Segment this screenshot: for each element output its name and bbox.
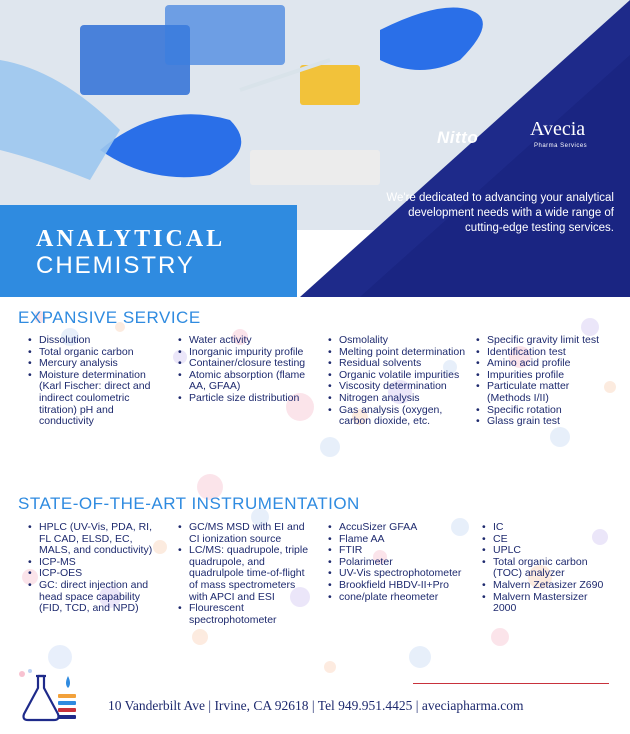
list-item: • Melting point determination <box>326 347 466 359</box>
list-item: • Osmolality <box>326 335 466 347</box>
aveccia-logo-subtitle: Pharma Services <box>534 143 588 149</box>
instrumentation-column-3 <box>326 522 466 603</box>
list-item: • Amino acid profile <box>474 358 614 370</box>
list-item: • Residual solvents <box>326 358 466 370</box>
list-item: • Inorganic impurity profile <box>176 347 316 359</box>
list-item: • UPLC <box>480 545 610 557</box>
list-item: • Flame AA <box>326 534 466 546</box>
list-item: • Mercury analysis <box>26 358 166 370</box>
list-item: • cone/plate rheometer <box>326 592 466 604</box>
instrumentation-column-1 <box>26 522 166 615</box>
flask-icon <box>14 668 84 724</box>
list-item: • HPLC (UV-Vis, PDA, RI, FL CAD, ELSD, EC, MALS, and conductivity) <box>26 522 166 557</box>
list-item: • Organic volatile impurities <box>326 370 466 382</box>
list-item: • Impurities profile <box>474 370 614 382</box>
list-item: • Specific gravity limit test <box>474 335 614 347</box>
page-title-line2: CHEMISTRY <box>36 252 195 279</box>
list-item: • Dissolution <box>26 335 166 347</box>
list-item: • Atomic absorption (flame AA, GFAA) <box>176 370 316 393</box>
list-item: • Gas analysis (oxygen, carbon dioxide, etc. <box>326 405 466 428</box>
list-item: • IC <box>480 522 610 534</box>
list-item: • ICP-MS <box>26 557 166 569</box>
expansive-column-1 <box>26 335 166 428</box>
list-item: • Water activity <box>176 335 316 347</box>
footer-divider <box>413 683 609 684</box>
list-item: • AccuSizer GFAA <box>326 522 466 534</box>
list-item: • Specific rotation <box>474 405 614 417</box>
list-item: • Total organic carbon <box>26 347 166 359</box>
list-item: • Identification test <box>474 347 614 359</box>
expansive-column-3 <box>326 335 466 428</box>
list-item: • Malvern Zetasizer Z690 <box>480 580 610 592</box>
instrumentation-column-2 <box>176 522 311 626</box>
expansive-service-heading: EXPANSIVE SERVICE <box>18 308 201 327</box>
list-item: • Brookfield HBDV-II+Pro <box>326 580 466 592</box>
expansive-column-2 <box>176 335 316 405</box>
list-item: • CE <box>480 534 610 546</box>
list-item: • Malvern Mastersizer 2000 <box>480 592 610 615</box>
list-item: • Container/closure testing <box>176 358 316 370</box>
list-item: • GC: direct injection and head space capability (FID, TCD, and NPD) <box>26 580 166 615</box>
instrumentation-heading: STATE-OF-THE-ART INSTRUMENTATION <box>18 494 360 513</box>
instrumentation-column-4 <box>480 522 610 615</box>
list-item: • Moisture determination (Karl Fischer: direct and indirect coulometric titration) pH and conductivity <box>26 370 166 428</box>
list-item: • ICP-OES <box>26 568 166 580</box>
list-item: • FTIR <box>326 545 466 557</box>
footer-address: 10 Vanderbilt Ave | Irvine, CA 92618 | Tel 949.951.4425 | aveciapharma.com <box>108 698 524 713</box>
expansive-column-4 <box>474 335 614 428</box>
list-item: • Nitrogen analysis <box>326 393 466 405</box>
list-item: • Particle size distribution <box>176 393 316 405</box>
list-item: • Flourescent spectrophotometer <box>176 603 311 626</box>
list-item: • Viscosity determination <box>326 381 466 393</box>
aveccia-logo-word: Avecia <box>530 118 586 140</box>
list-item: • Total organic carbon (TOC) analyzer <box>480 557 610 580</box>
list-item: • UV-Vis spectrophotometer <box>326 568 466 580</box>
tagline: We're dedicated to advancing your analytical development needs with a wide range of cutting-edge testing services. <box>386 192 614 234</box>
page-title-line1: ANALYTICAL <box>36 226 226 252</box>
aveccia-logo <box>524 116 614 160</box>
list-item: • GC/MS MSD with EI and CI ionization source <box>176 522 311 545</box>
list-item: • LC/MS: quadrupole, triple quadrupole, and quadrulpole time-of-flight of mass spectrometers with APCI and ESI <box>176 545 311 603</box>
list-item: • Particulate matter (Methods I/II) <box>474 381 614 404</box>
nitto-logo: Nitto <box>437 128 479 147</box>
list-item: • Glass grain test <box>474 416 614 428</box>
list-item: • Polarimeter <box>326 557 466 569</box>
